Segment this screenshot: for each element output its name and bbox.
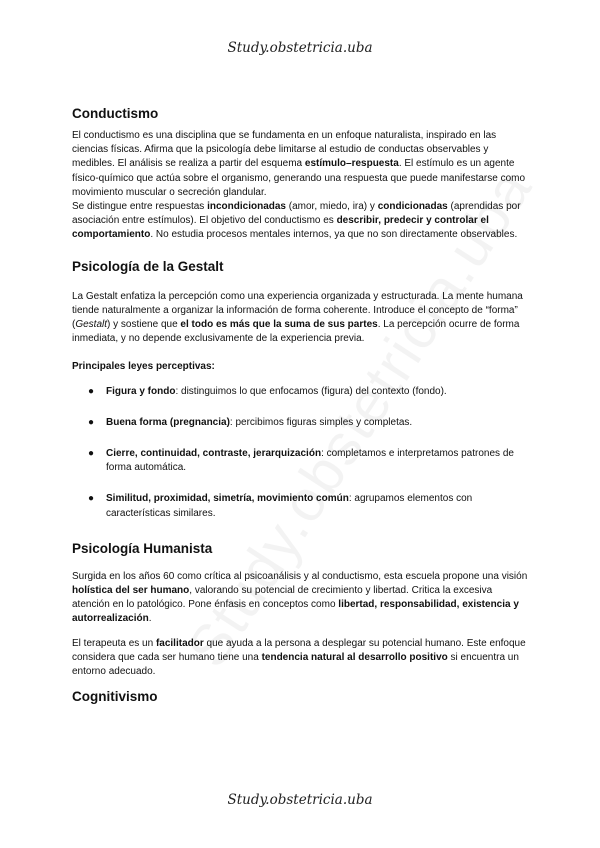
section-cognitivismo	[72, 689, 532, 704]
bold-text: libertad, responsabilidad, existencia y autorrealización	[72, 599, 519, 625]
paragraph	[72, 129, 532, 200]
section-title: Psicología Humanista	[72, 540, 213, 556]
bold-text: Figura y fondo	[106, 385, 176, 397]
text-run: Se distingue entre respuestas	[72, 201, 208, 213]
text-run: si encuentra un entorno adecuado.	[72, 651, 519, 678]
text-run: . No estudia procesos mentales internos, ya que no son directamente observables.	[150, 229, 518, 241]
text-run: . La percepción ocurre de forma inmediata, y no depende exclusivamente de la experiencia previa.	[72, 319, 520, 345]
paragraph	[72, 637, 532, 680]
list-item-text	[106, 448, 514, 473]
bold-text: Buena forma (pregnancia)	[106, 416, 230, 428]
list-item	[72, 492, 532, 520]
list-item	[72, 385, 532, 399]
text-run: : percibimos figuras simples y completas.	[229, 416, 413, 428]
page-header: Study.obstetricia.uba	[227, 40, 373, 56]
bold-text: holística del ser humano	[72, 585, 190, 597]
bold-text: el todo es más que la suma de sus partes	[180, 319, 378, 331]
paragraph	[72, 200, 532, 243]
bullet-icon: ●	[88, 385, 95, 397]
document-content	[72, 106, 532, 712]
bullet-icon: ●	[88, 448, 95, 460]
paragraph	[72, 570, 532, 627]
bold-text: tendencia natural al desarrollo positivo	[261, 651, 448, 663]
list-item-text	[106, 417, 412, 428]
text-run: : completamos e interpretamos patrones de forma automática.	[106, 448, 514, 474]
section-humanista	[72, 541, 532, 679]
laws-list	[72, 385, 532, 521]
text-run: El terapeuta es un	[72, 637, 156, 649]
paragraph	[72, 290, 532, 347]
page-footer: Study.obstetricia.uba	[227, 792, 373, 808]
text-run: El conductismo es una disciplina que se fundamenta en un enfoque naturalista, inspirado en las ciencias físicas. Afirma que la psicología debe limitarse al estudio de conductas observables y medibles. El análisis se realiza a partir del esquema	[72, 130, 497, 170]
list-heading: Principales leyes perceptivas:	[72, 361, 215, 373]
text-run: La Gestalt enfatiza la percepción como una experiencia organizada y estructurada. La mente humana tiende naturalmente a organizar la información de forma coherente. Introduce el concepto de “forma” (	[72, 290, 523, 331]
text-run: Surgida en los años 60 como crítica al psicoanálisis y al conductismo, esta escuela propone una visión	[72, 570, 528, 582]
section-gestalt	[72, 259, 532, 521]
bold-text: estímulo–respuesta	[304, 158, 399, 170]
italic-text: Gestalt	[75, 319, 108, 331]
section-conductismo	[72, 106, 532, 243]
text-run: que ayuda a la persona a desplegar su potencial humano. Este enfoque considera que cada ser humano tiene una	[72, 637, 526, 663]
list-item	[72, 447, 532, 475]
bold-text: Cierre, continuidad, contraste, jerarquización	[106, 448, 322, 460]
text-run: ) y sostiene que	[107, 319, 181, 331]
text-run: : distinguimos lo que enfocamos (figura) del contexto (fondo).	[175, 385, 447, 397]
section-title: Cognitivismo	[72, 689, 158, 705]
text-run: . El estímulo es un agente físico-químico que actúa sobre el organismo, generando una respuesta que puede manifestarse como movimiento muscular o secreción glandular.	[72, 158, 526, 198]
text-run: (aprendidas por asociación entre estímulos). El objetivo del conductismo es	[72, 201, 521, 227]
text-run: , valorando su potencial de crecimiento y libertad. Critica la excesiva atención en lo patológico. Pone énfasis en conceptos como	[72, 585, 493, 611]
list-item-text	[106, 386, 447, 397]
text-run: (amor, miedo, ira) y	[286, 201, 378, 213]
text-run: .	[148, 613, 152, 625]
section-title: Psicología de la Gestalt	[72, 258, 224, 274]
bullet-icon: ●	[88, 416, 95, 428]
text-run: : agrupamos elementos con características similares.	[106, 493, 473, 519]
bullet-icon: ●	[88, 493, 95, 505]
list-item-text	[106, 493, 472, 518]
list-item	[72, 416, 532, 430]
bold-text: facilitador	[155, 637, 204, 649]
bold-text: condicionadas	[377, 201, 448, 213]
bold-text: incondicionadas	[207, 201, 286, 213]
bold-text: describir, predecir y controlar el comportamiento	[72, 215, 489, 241]
bold-text: Similitud, proximidad, simetría, movimiento común	[106, 493, 349, 505]
section-title: Conductismo	[72, 106, 159, 121]
